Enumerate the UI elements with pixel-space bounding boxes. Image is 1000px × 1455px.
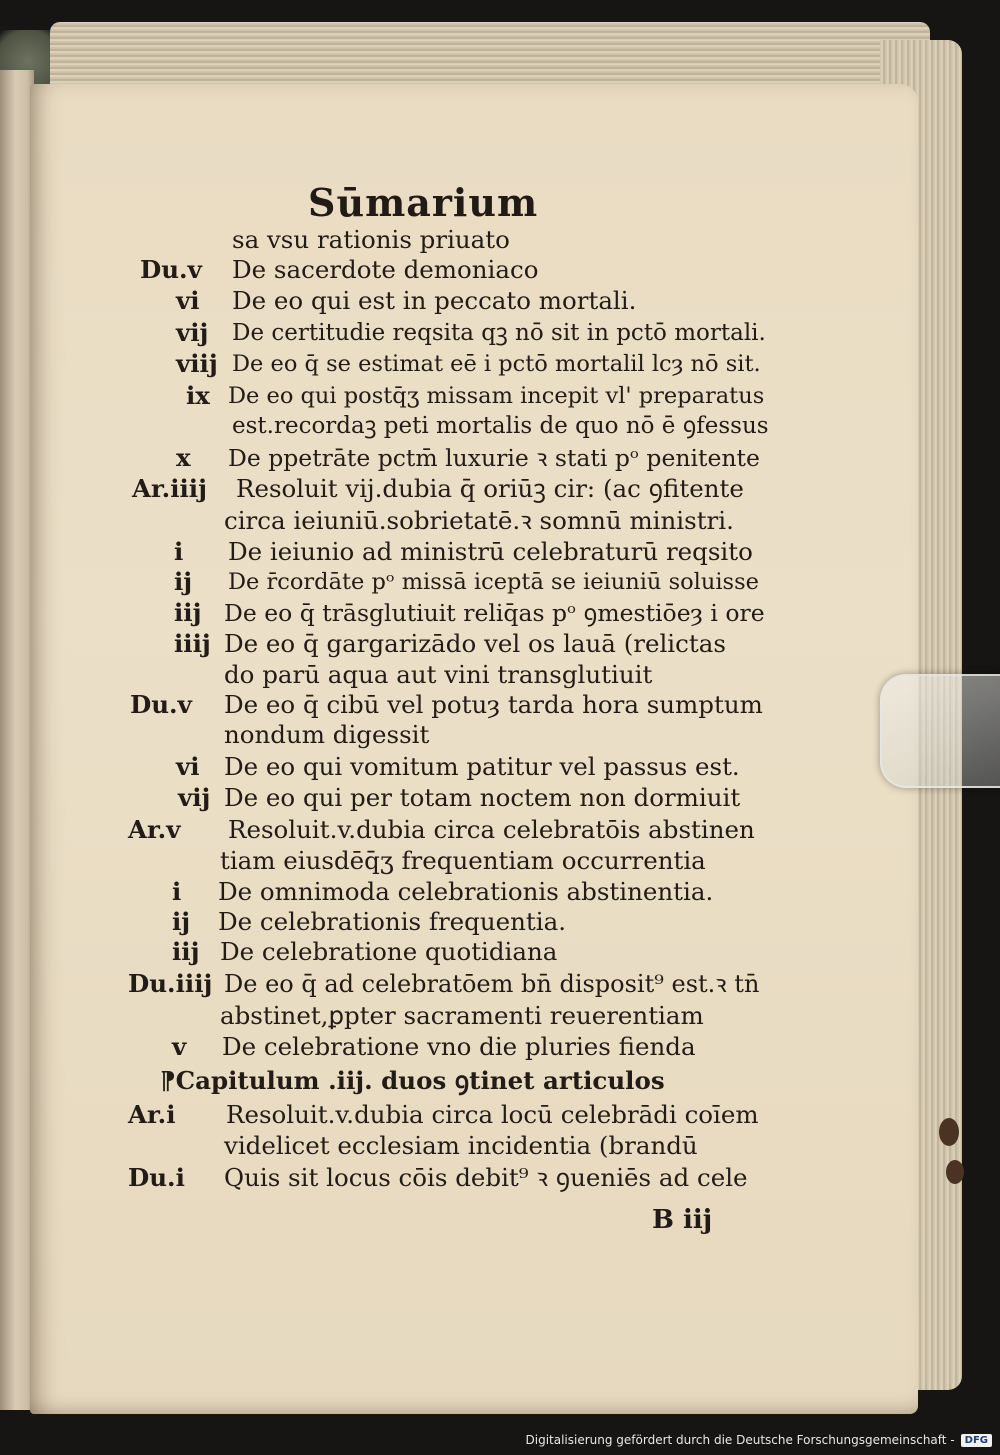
line-mark: v — [172, 1032, 187, 1061]
line-mark: iij — [174, 598, 202, 627]
line-text: Quis sit locus cōis debit⁹ ꝛ ꝯueniēs ad cele — [224, 1163, 748, 1192]
line-mark: i — [172, 877, 182, 906]
line-text: abstinet,ꝑpter sacramenti reuerentiam — [220, 1001, 704, 1030]
left-page-edge — [0, 70, 34, 1410]
line-text: De celebratione quotidiana — [220, 937, 558, 966]
line-text: circa ieiuniū.sobrietatē.ꝛ somnū ministri. — [224, 506, 734, 535]
bookmark-clip — [880, 674, 1000, 788]
line-mark: x — [176, 443, 191, 472]
line-text: De ieiunio ad ministrū celebraturū reqsito — [228, 537, 753, 566]
line-text: De celebratione vno die pluries fienda — [222, 1032, 696, 1061]
line-mark: Ar.i — [128, 1100, 176, 1129]
line-text: De eo qui postq̄ʒ missam incepit vl' preparatus — [228, 383, 765, 409]
line-text: De eo q̄ gargarizādo vel os lauā (relictas — [224, 629, 726, 658]
line-mark: Du.iiij — [128, 969, 213, 998]
line-mark: viij — [176, 349, 218, 378]
line-text: De eo qui per totam noctem non dormiuit — [224, 783, 741, 812]
line-mark: vi — [176, 752, 200, 781]
line-text: videlicet ecclesiam incidentia (brandū — [224, 1131, 698, 1160]
line-mark: i — [174, 537, 184, 566]
line-text: De ppetrāte pctm̄ luxurie ꝛ stati pᵒ penitente — [228, 444, 760, 472]
line-text: ⁋Capitulum .iij. duos ꝯtinet articulos — [160, 1066, 665, 1095]
line-text: De eo q̄ cibū vel potuȝ tarda hora sumptum — [224, 690, 763, 719]
line-text: De sacerdote demoniaco — [232, 255, 539, 284]
credit-text: Digitalisierung gefördert durch die Deutsche Forschungsgemeinschaft - — [525, 1433, 955, 1447]
signature-mark: B iij — [652, 1205, 713, 1235]
line-text: est.recordaꝫ peti mortalis de quo nō ē ꝯfessus — [232, 413, 769, 439]
line-mark: iij — [172, 937, 200, 966]
line-text: Resoluit.v.dubia circa celebratōis abstinen — [228, 815, 755, 844]
line-text: Resoluit.v.dubia circa locū celebrādi coīem — [226, 1100, 759, 1129]
line-mark: Du.v — [140, 255, 202, 284]
line-mark: Ar.iiij — [132, 474, 207, 503]
wormhole — [939, 1118, 959, 1146]
line-mark: ij — [172, 907, 191, 936]
line-text: De eo qui vomitum patitur vel passus est. — [224, 752, 740, 781]
line-text: De omnimoda celebrationis abstinentia. — [218, 877, 714, 906]
line-text: do parū aqua aut vini transglutiuit — [224, 660, 653, 689]
line-mark: Ar.v — [128, 815, 181, 844]
line-text: De eo q̄ se estimat eē i pctō mortalil lcȝ nō sit. — [232, 351, 761, 377]
line-text: Resoluit vij.dubia q̄ oriūꝫ cir: (ac ꝯfitente — [236, 474, 744, 503]
line-mark: ij — [174, 567, 193, 596]
line-mark: vi — [176, 286, 200, 315]
line-text: sa vsu rationis priuato — [232, 225, 510, 254]
line-text: De r̄cordāte pᵒ missā iceptā se ieiuniū soluisse — [228, 569, 759, 595]
page-heading: Sūmarium — [308, 180, 539, 225]
line-text: De certitudie reqsita qꝫ nō sit in pctō mortali. — [232, 320, 766, 346]
line-text: De celebrationis frequentia. — [218, 907, 566, 936]
dfg-logo: DFG — [961, 1434, 992, 1447]
line-mark: vij — [176, 318, 209, 347]
line-mark: Du.v — [130, 690, 192, 719]
line-text: tiam eiusdēq̄ʒ frequentiam occurrentia — [220, 846, 706, 875]
line-text: De eo qui est in peccato mortali. — [232, 286, 637, 315]
line-mark: vij — [178, 783, 211, 812]
line-mark: Du.i — [128, 1163, 185, 1192]
line-mark: iiij — [174, 629, 211, 658]
wormhole — [946, 1160, 964, 1184]
line-text: nondum digessit — [224, 720, 430, 749]
footer-credit — [526, 1429, 993, 1451]
line-text: De eo q̄ ad celebratōem bn̄ disposit⁹ est.ꝛ tn̄ — [224, 970, 760, 998]
line-text: De eo q̄ trāsglutiuit reliq̄as pᵒ ꝯmestiōeȝ i ore — [224, 599, 765, 627]
line-mark: ix — [186, 381, 210, 410]
